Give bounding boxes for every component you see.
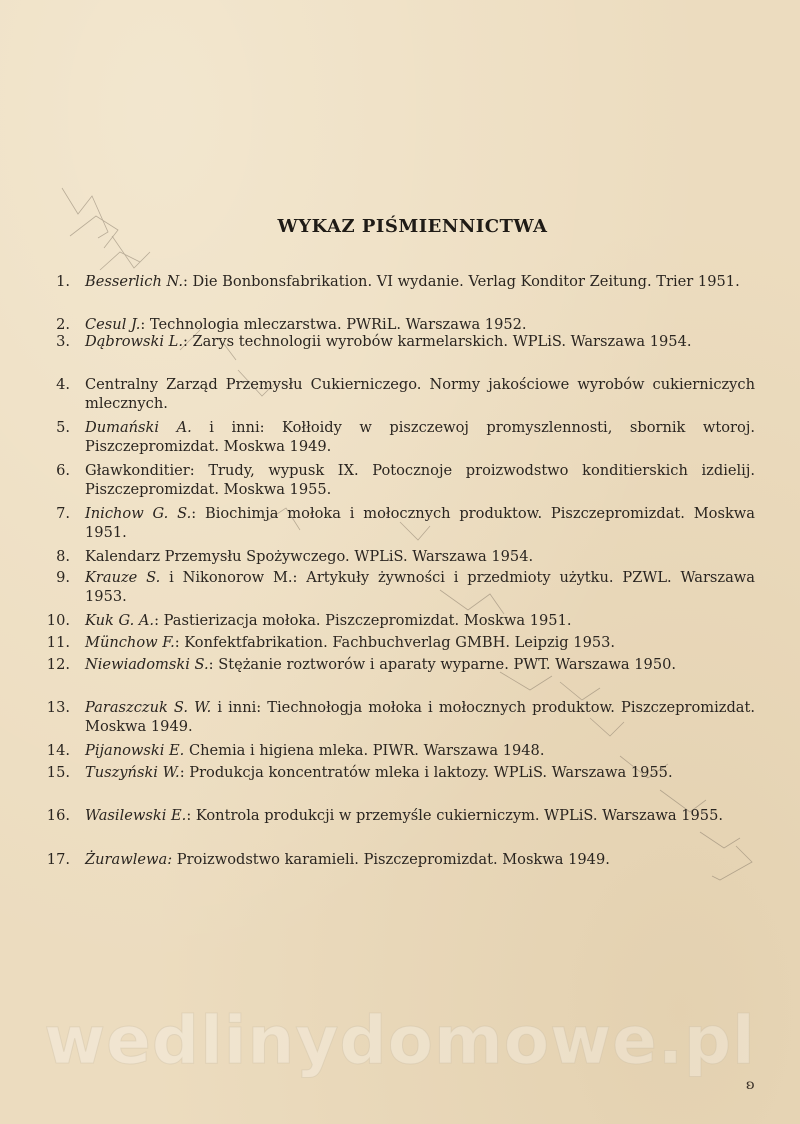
entry-author: Dąbrowski L.	[85, 333, 183, 350]
page-title: WYKAZ PIŚMIENNICTWA	[277, 216, 548, 237]
entry-number: 11.	[46, 634, 70, 651]
entry-body	[85, 332, 755, 351]
entry-number: 10.	[46, 612, 70, 629]
entry-text: : Produkcja koncentratów mleka i laktozy. WPLiS. Warszawa 1955.	[179, 764, 673, 781]
entry-number: 16.	[46, 807, 70, 824]
entry-number: 4.	[56, 376, 70, 393]
entry-text: Centralny Zarząd Przemysłu Cukierniczego. Normy jakościowe wyrobów cukierniczych mlecznych.	[85, 376, 755, 412]
entry-number: 13.	[46, 699, 70, 716]
entry-text: i inni: Kołłoidy w piszczewoj promyszlennosti, sbornik wtoroj. Piszczepromizdat. Moskwa 1949.	[85, 419, 755, 455]
entry-author: Krauze S.	[85, 569, 161, 586]
entry-text: Kalendarz Przemysłu Spożywczego. WPLiS. Warszawa 1954.	[85, 548, 534, 565]
entry-number: 3.	[56, 333, 70, 350]
entry-number: 17.	[46, 851, 70, 868]
entry-body	[85, 547, 755, 566]
entry-author: Dumański A.	[85, 419, 192, 436]
entry-number: 5.	[56, 419, 70, 436]
entry-body	[85, 375, 755, 413]
entry-body	[85, 806, 755, 825]
entry-text: i Nikonorow M.: Artykuły żywności i przedmioty użytku. PZWL. Warszawa 1953.	[85, 569, 755, 605]
entry-number: 9.	[56, 569, 70, 586]
entry-number: 2.	[56, 316, 70, 333]
entry-author: Besserlich N.	[85, 273, 183, 290]
entry-author: Wasilewski E.	[85, 807, 187, 824]
entry-text: : Die Bonbonsfabrikation. VI wydanie. Verlag Konditor Zeitung. Trier 1951.	[182, 273, 740, 290]
entry-body	[85, 763, 755, 782]
entry-author: Żurawlewa:	[85, 851, 173, 868]
entry-author: Niewiadomski S.	[85, 656, 209, 673]
entry-body	[85, 461, 755, 499]
entry-text: : Konfektfabrikation. Fachbuchverlag GMBH. Leipzig 1953.	[174, 634, 616, 651]
entry-text: Gławkonditier: Trudy, wypusk IX. Potocznoje proizwodstwo konditierskich izdielij. Piszczepromizdat. Moskwa 1955.	[85, 462, 755, 498]
entry-body	[85, 611, 755, 630]
entry-number: 7.	[56, 505, 70, 522]
entry-body	[85, 568, 755, 606]
entry-number: 6.	[56, 462, 70, 479]
entry-text: : Biochimja mołoka i mołocznych produktow. Piszczepromizdat. Moskwa 1951.	[85, 505, 755, 541]
entry-author: Paraszczuk S. W.	[85, 699, 212, 716]
entry-text: : Pastierizacja mołoka. Piszczepromizdat. Moskwa 1951.	[154, 612, 572, 629]
entry-number: 12.	[46, 656, 70, 673]
entry-body	[85, 850, 755, 869]
entry-author: Inichow G. S.	[85, 505, 192, 522]
entry-text: : Kontrola produkcji w przemyśle cukierniczym. WPLiS. Warszawa 1955.	[186, 807, 724, 824]
entry-number: 15.	[46, 764, 70, 781]
entry-author: Cesul J.	[85, 316, 141, 333]
entry-text: i inni: Tiechnołogja mołoka i mołocznych produktow. Piszczepromizdat. Moskwa 1949.	[85, 699, 756, 735]
entry-text: : Stężanie roztworów i aparaty wyparne. PWT. Warszawa 1950.	[208, 656, 677, 673]
entry-body	[85, 655, 755, 674]
entry-author: Münchow F.	[85, 634, 175, 651]
entry-number: 1.	[56, 273, 70, 290]
entry-text: Proizwodstwo karamieli. Piszczepromizdat. Moskwa 1949.	[172, 851, 610, 868]
corner-mark: ʚ	[746, 1077, 755, 1093]
entry-author: Tuszyński W.	[85, 764, 180, 781]
watermark: wedlinydomowe.pl	[44, 1002, 756, 1079]
entry-text: Chemia i higiena mleka. PIWR. Warszawa 1948.	[184, 742, 545, 759]
entry-body	[85, 272, 755, 291]
entry-author: Kuk G. A.	[85, 612, 155, 629]
entry-text: : Zarys technologii wyrobów karmelarskich. WPLiS. Warszawa 1954.	[182, 333, 692, 350]
entry-body	[85, 698, 755, 736]
entry-body	[85, 504, 755, 542]
entry-number: 8.	[56, 548, 70, 565]
entry-body	[85, 418, 755, 456]
entry-body	[85, 741, 755, 760]
entry-text: : Technologia mleczarstwa. PWRiL. Warszawa 1952.	[140, 316, 527, 333]
entry-number: 14.	[46, 742, 70, 759]
entry-body	[85, 633, 755, 652]
entry-author: Pijanowski E.	[85, 742, 185, 759]
